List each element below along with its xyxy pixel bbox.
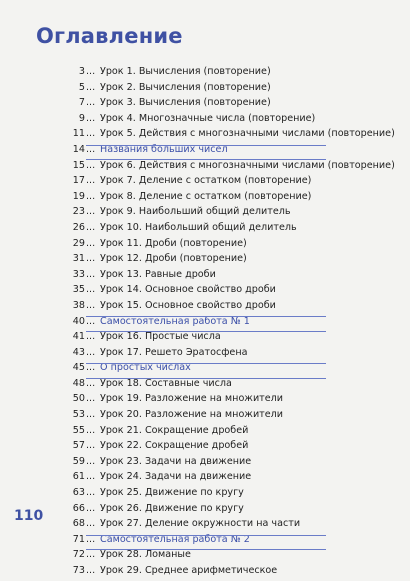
toc-leader-dots: ... [86,393,96,405]
toc-entry-label: Урок 14. Основное свойство дроби [100,284,276,296]
table-of-contents [0,66,410,581]
toc-entry-label: Урок 23. Задачи на движение [100,455,252,467]
toc-entry-label: Урок 13. Равные дроби [100,268,216,280]
toc-page-number: 50 [72,393,85,405]
toc-page-number: 66 [72,502,85,514]
toc-entry-label: Урок 9. Наибольший общий делитель [100,206,291,218]
toc-lesson-row [0,347,410,363]
toc-leader-dots: ... [86,299,96,311]
toc-page-number: 38 [72,299,85,311]
toc-page-number: 73 [72,565,85,576]
toc-leader-dots: ... [86,159,96,171]
toc-leader-dots: ... [86,284,96,296]
toc-page-number: 43 [72,346,85,358]
toc-page-number: 17 [72,175,85,187]
toc-lesson-row [0,456,410,472]
toc-leader-dots: ... [86,175,96,187]
toc-lesson-row [0,565,410,581]
toc-entry-label: Названия больших чисел [100,143,228,155]
toc-leader-dots: ... [86,346,96,358]
toc-lesson-row [0,425,410,441]
toc-lesson-row [0,331,410,347]
toc-entry-label: Урок 8. Деление с остатком (повторение) [100,190,312,202]
toc-leader-dots: ... [86,66,96,77]
toc-lesson-row [0,82,410,98]
toc-page-number: 57 [72,440,85,452]
toc-lesson-row [0,549,410,565]
section-divider-line [86,145,326,146]
toc-page-number: 5 [78,81,85,93]
toc-page-number: 9 [78,112,85,124]
toc-entry-label: Урок 17. Решето Эратосфена [100,346,248,358]
toc-page-number: 63 [72,487,85,499]
toc-entry-label: Урок 7. Деление с остатком (повторение) [100,175,312,187]
toc-lesson-row [0,113,410,129]
toc-leader-dots: ... [86,315,96,327]
toc-entry-label: Урок 28. Ломаные [100,549,191,561]
toc-lesson-row [0,440,410,456]
toc-leader-dots: ... [86,331,96,343]
toc-page-number: 41 [72,331,85,343]
toc-entry-label: О простых числах [100,362,191,374]
toc-lesson-row [0,378,410,394]
toc-entry-label: Урок 4. Многозначные числа (повторение) [100,112,316,124]
section-divider-line [86,363,326,364]
toc-leader-dots: ... [86,97,96,109]
toc-entry-label: Урок 5. Действия с многозначными числами (повторение) [100,128,395,140]
toc-page-number: 26 [72,221,85,233]
toc-leader-dots: ... [86,471,96,483]
toc-entry-label: Урок 18. Составные числа [100,377,232,389]
toc-entry-label: Урок 22. Сокращение дробей [100,440,249,452]
toc-leader-dots: ... [86,206,96,218]
toc-lesson-row [0,206,410,222]
toc-page-number: 59 [72,455,85,467]
toc-lesson-row [0,160,410,176]
toc-lesson-row [0,191,410,207]
toc-lesson-row [0,409,410,425]
toc-page-number: 61 [72,471,85,483]
toc-page-number: 40 [72,315,85,327]
toc-section-row [0,316,410,332]
toc-page-number: 53 [72,409,85,421]
toc-leader-dots: ... [86,455,96,467]
toc-page-number: 68 [72,518,85,530]
toc-leader-dots: ... [86,565,96,576]
toc-page-number: 19 [72,190,85,202]
toc-page-number: 71 [72,533,85,545]
toc-leader-dots: ... [86,253,96,265]
toc-page-number: 15 [72,159,85,171]
toc-lesson-row [0,222,410,238]
toc-entry-label: Урок 6. Действия с многозначными числами (повторение) [100,159,395,171]
toc-page-number: 29 [72,237,85,249]
toc-page-number: 3 [78,66,85,77]
toc-lesson-row [0,471,410,487]
toc-leader-dots: ... [86,549,96,561]
toc-lesson-row [0,253,410,269]
toc-entry-label: Урок 27. Деление окружности на части [100,518,301,530]
toc-lesson-row [0,300,410,316]
toc-page-number: 31 [72,253,85,265]
toc-leader-dots: ... [86,237,96,249]
toc-entry-label: Урок 15. Основное свойство дроби [100,299,276,311]
toc-entry-label: Урок 12. Дроби (повторение) [100,253,247,265]
toc-section-row [0,534,410,550]
toc-entry-label: Урок 26. Движение по кругу [100,502,244,514]
toc-entry-label: Урок 11. Дроби (повторение) [100,237,247,249]
toc-entry-label: Урок 1. Вычисления (повторение) [100,66,271,77]
toc-page-number: 11 [72,128,85,140]
toc-leader-dots: ... [86,518,96,530]
toc-entry-label: Самостоятельная работа № 1 [100,315,250,327]
toc-leader-dots: ... [86,362,96,374]
toc-entry-label: Урок 21. Сокращение дробей [100,424,249,436]
toc-page-number: 48 [72,377,85,389]
toc-leader-dots: ... [86,81,96,93]
toc-leader-dots: ... [86,424,96,436]
toc-lesson-row [0,175,410,191]
toc-page-number: 72 [72,549,85,561]
toc-lesson-row [0,503,410,519]
toc-leader-dots: ... [86,409,96,421]
toc-entry-label: Урок 24. Задачи на движение [100,471,252,483]
toc-section-row [0,362,410,378]
toc-lesson-row [0,269,410,285]
toc-lesson-row [0,97,410,113]
toc-page-number: 45 [72,362,85,374]
toc-lesson-row [0,284,410,300]
toc-entry-label: Урок 16. Простые числа [100,331,221,343]
page-title: Оглавление [36,24,183,48]
toc-entry-label: Урок 2. Вычисления (повторение) [100,81,271,93]
section-divider-line [86,316,326,317]
toc-lesson-row [0,518,410,534]
toc-leader-dots: ... [86,128,96,140]
toc-leader-dots: ... [86,533,96,545]
toc-leader-dots: ... [86,143,96,155]
toc-lesson-row [0,238,410,254]
toc-entry-label: Урок 3. Вычисления (повторение) [100,97,271,109]
toc-entry-label: Самостоятельная работа № 2 [100,533,250,545]
toc-leader-dots: ... [86,112,96,124]
toc-lesson-row [0,128,410,144]
toc-entry-label: Урок 19. Разложение на множители [100,393,284,405]
toc-leader-dots: ... [86,440,96,452]
toc-leader-dots: ... [86,221,96,233]
toc-entry-label: Урок 10. Наибольший общий делитель [100,221,297,233]
toc-lesson-row [0,66,410,82]
toc-page-number: 35 [72,284,85,296]
page-number: 110 [14,508,44,524]
toc-section-row [0,144,410,160]
toc-page-number: 23 [72,206,85,218]
toc-leader-dots: ... [86,377,96,389]
toc-page-number: 7 [78,97,85,109]
toc-page-number: 55 [72,424,85,436]
toc-entry-label: Урок 29. Среднее арифметическое [100,565,278,576]
toc-leader-dots: ... [86,190,96,202]
toc-page-number: 33 [72,268,85,280]
toc-leader-dots: ... [86,502,96,514]
toc-page-number: 14 [72,143,85,155]
toc-entry-label: Урок 25. Движение по кругу [100,487,244,499]
toc-lesson-row [0,393,410,409]
toc-entry-label: Урок 20. Разложение на множители [100,409,284,421]
toc-leader-dots: ... [86,268,96,280]
toc-lesson-row [0,487,410,503]
toc-leader-dots: ... [86,487,96,499]
